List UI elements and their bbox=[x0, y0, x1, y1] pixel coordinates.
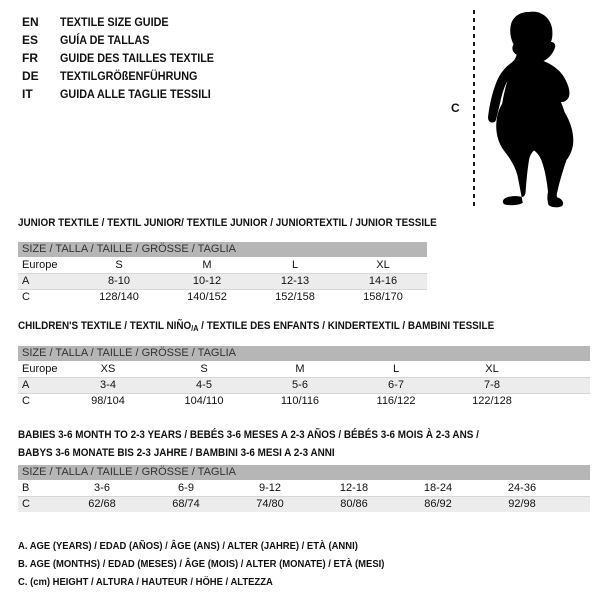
row-label-cell: A bbox=[18, 377, 60, 393]
value-cell: 12-18 bbox=[339, 481, 369, 494]
table-row bbox=[18, 361, 590, 377]
language-label: TEXTILE SIZE GUIDE bbox=[60, 15, 169, 29]
language-code: FR bbox=[22, 51, 38, 65]
language-label: GUÍA DE TALLAS bbox=[60, 33, 150, 47]
language-list bbox=[22, 13, 231, 103]
language-code: ES bbox=[22, 33, 39, 47]
size-header-bar: SIZE / TALLA / TAILLE / GRÖSSE / TAGLIA bbox=[18, 465, 590, 480]
row-label-cell: C bbox=[18, 496, 60, 512]
babies-table-title bbox=[18, 426, 479, 462]
babies-size-table bbox=[18, 465, 590, 512]
language-row-de bbox=[22, 67, 231, 85]
value-cell: 3-6 bbox=[94, 481, 110, 494]
value-cell: XS bbox=[100, 362, 116, 375]
value-cell: 104/110 bbox=[156, 393, 252, 409]
value-cell: 74/80 bbox=[228, 496, 312, 512]
spacer-cell bbox=[540, 377, 590, 393]
value-cell: XL bbox=[485, 362, 499, 375]
spacer-cell bbox=[564, 480, 590, 496]
language-code: DE bbox=[22, 69, 39, 83]
children-table bbox=[18, 361, 590, 409]
children-table-title bbox=[18, 320, 494, 335]
height-measure-dashed-line bbox=[473, 10, 475, 206]
value-cell: 12-13 bbox=[251, 273, 339, 289]
language-row-es bbox=[22, 31, 231, 49]
footnote-age-months: B. AGE (MONTHS) / EDAD (MESES) / ÂGE (MOIS) / ALTER (MONATE) / ETÀ (MESI) bbox=[18, 558, 385, 570]
footnote-height-cm: C. (cm) HEIGHT / ALTURA / HAUTEUR / HÖHE / ALTEZZA bbox=[18, 576, 273, 588]
junior-table-title bbox=[18, 217, 437, 230]
spacer-cell bbox=[540, 361, 590, 377]
value-cell: L bbox=[291, 258, 299, 271]
value-cell: 98/104 bbox=[60, 393, 156, 409]
value-cell: 18-24 bbox=[423, 481, 453, 494]
value-cell: 152/158 bbox=[251, 289, 339, 305]
value-cell: 4-5 bbox=[156, 377, 252, 393]
table-row bbox=[18, 257, 427, 273]
toddler-silhouette bbox=[478, 4, 596, 212]
row-label-cell: A bbox=[18, 273, 75, 289]
language-code: EN bbox=[22, 15, 39, 29]
value-cell: M bbox=[295, 362, 305, 375]
value-cell: 158/170 bbox=[339, 289, 427, 305]
value-cell: 62/68 bbox=[60, 496, 144, 512]
value-cell: 68/74 bbox=[144, 496, 228, 512]
junior-table bbox=[18, 257, 427, 305]
height-measure-label: C bbox=[451, 101, 460, 115]
value-cell: M bbox=[202, 258, 212, 271]
value-cell: 110/116 bbox=[252, 393, 348, 409]
table-row bbox=[18, 289, 427, 305]
value-cell: XL bbox=[376, 258, 390, 271]
language-row-it bbox=[22, 85, 231, 103]
babies-title-line1: BABIES 3-6 MONTH TO 2-3 YEARS / BEBÉS 3-6 MESES A 2-3 AÑOS / BÉBÉS 3-6 MOIS À 2-3 ANS / bbox=[18, 429, 479, 441]
size-header-bar: SIZE / TALLA / TAILLE / GRÖSSE / TAGLIA bbox=[18, 242, 427, 257]
spacer-cell bbox=[540, 393, 590, 409]
spacer-cell bbox=[564, 496, 590, 512]
value-cell: 128/140 bbox=[75, 289, 163, 305]
value-cell: 7-8 bbox=[444, 377, 540, 393]
row-label-cell: Europe bbox=[22, 362, 58, 375]
children-size-table bbox=[18, 346, 590, 409]
value-cell: 8-10 bbox=[75, 273, 163, 289]
language-row-en bbox=[22, 13, 231, 31]
junior-table-title-text: JUNIOR TEXTILE / TEXTIL JUNIOR/ TEXTILE JUNIOR / JUNIORTEXTIL / JUNIOR TESSILE bbox=[18, 217, 437, 229]
row-label-cell: C bbox=[18, 289, 75, 305]
children-title-sub: /A bbox=[191, 324, 199, 333]
value-cell: 24-36 bbox=[507, 481, 537, 494]
row-label-cell: C bbox=[18, 393, 60, 409]
language-row-fr bbox=[22, 49, 231, 67]
size-header-bar: SIZE / TALLA / TAILLE / GRÖSSE / TAGLIA bbox=[18, 346, 590, 361]
language-label: TEXTILGRÖßENFÜHRUNG bbox=[60, 69, 198, 83]
value-cell: L bbox=[392, 362, 400, 375]
value-cell: 10-12 bbox=[163, 273, 251, 289]
babies-table bbox=[18, 480, 590, 512]
value-cell: 6-9 bbox=[178, 481, 194, 494]
row-label-cell: B bbox=[22, 481, 30, 494]
value-cell: 80/86 bbox=[312, 496, 396, 512]
value-cell: 86/92 bbox=[396, 496, 480, 512]
value-cell: 3-4 bbox=[60, 377, 156, 393]
row-label-cell: Europe bbox=[22, 258, 58, 271]
value-cell: 5-6 bbox=[252, 377, 348, 393]
junior-size-table bbox=[18, 242, 427, 305]
table-row bbox=[18, 273, 427, 289]
value-cell: 140/152 bbox=[163, 289, 251, 305]
value-cell: 6-7 bbox=[348, 377, 444, 393]
table-row bbox=[18, 377, 590, 393]
language-code: IT bbox=[22, 87, 33, 101]
footnote-age-years: A. AGE (YEARS) / EDAD (AÑOS) / ÂGE (ANS) / ALTER (JAHRE) / ETÀ (ANNI) bbox=[18, 540, 358, 552]
value-cell: 92/98 bbox=[480, 496, 564, 512]
children-title-pre: CHILDREN'S TEXTILE / TEXTIL NIÑO bbox=[18, 320, 192, 332]
footnote-legend bbox=[18, 537, 425, 591]
table-row bbox=[18, 393, 590, 409]
value-cell: S bbox=[200, 362, 208, 375]
value-cell: 14-16 bbox=[339, 273, 427, 289]
children-title-post: / TEXTILE DES ENFANTS / KINDERTEXTIL / BAMBINI TESSILE bbox=[198, 320, 495, 332]
babies-title-line2: BABYS 3-6 MONATE BIS 2-3 JAHRE / BAMBINI 3-6 MESI A 2-3 ANNI bbox=[18, 447, 335, 459]
value-cell: 9-12 bbox=[258, 481, 282, 494]
table-row bbox=[18, 480, 590, 496]
table-row bbox=[18, 496, 590, 512]
language-label: GUIDA ALLE TAGLIE TESSILI bbox=[60, 87, 211, 101]
value-cell: 122/128 bbox=[444, 393, 540, 409]
value-cell: S bbox=[115, 258, 123, 271]
language-label: GUIDE DES TAILLES TEXTILE bbox=[60, 51, 215, 65]
value-cell: 116/122 bbox=[348, 393, 444, 409]
